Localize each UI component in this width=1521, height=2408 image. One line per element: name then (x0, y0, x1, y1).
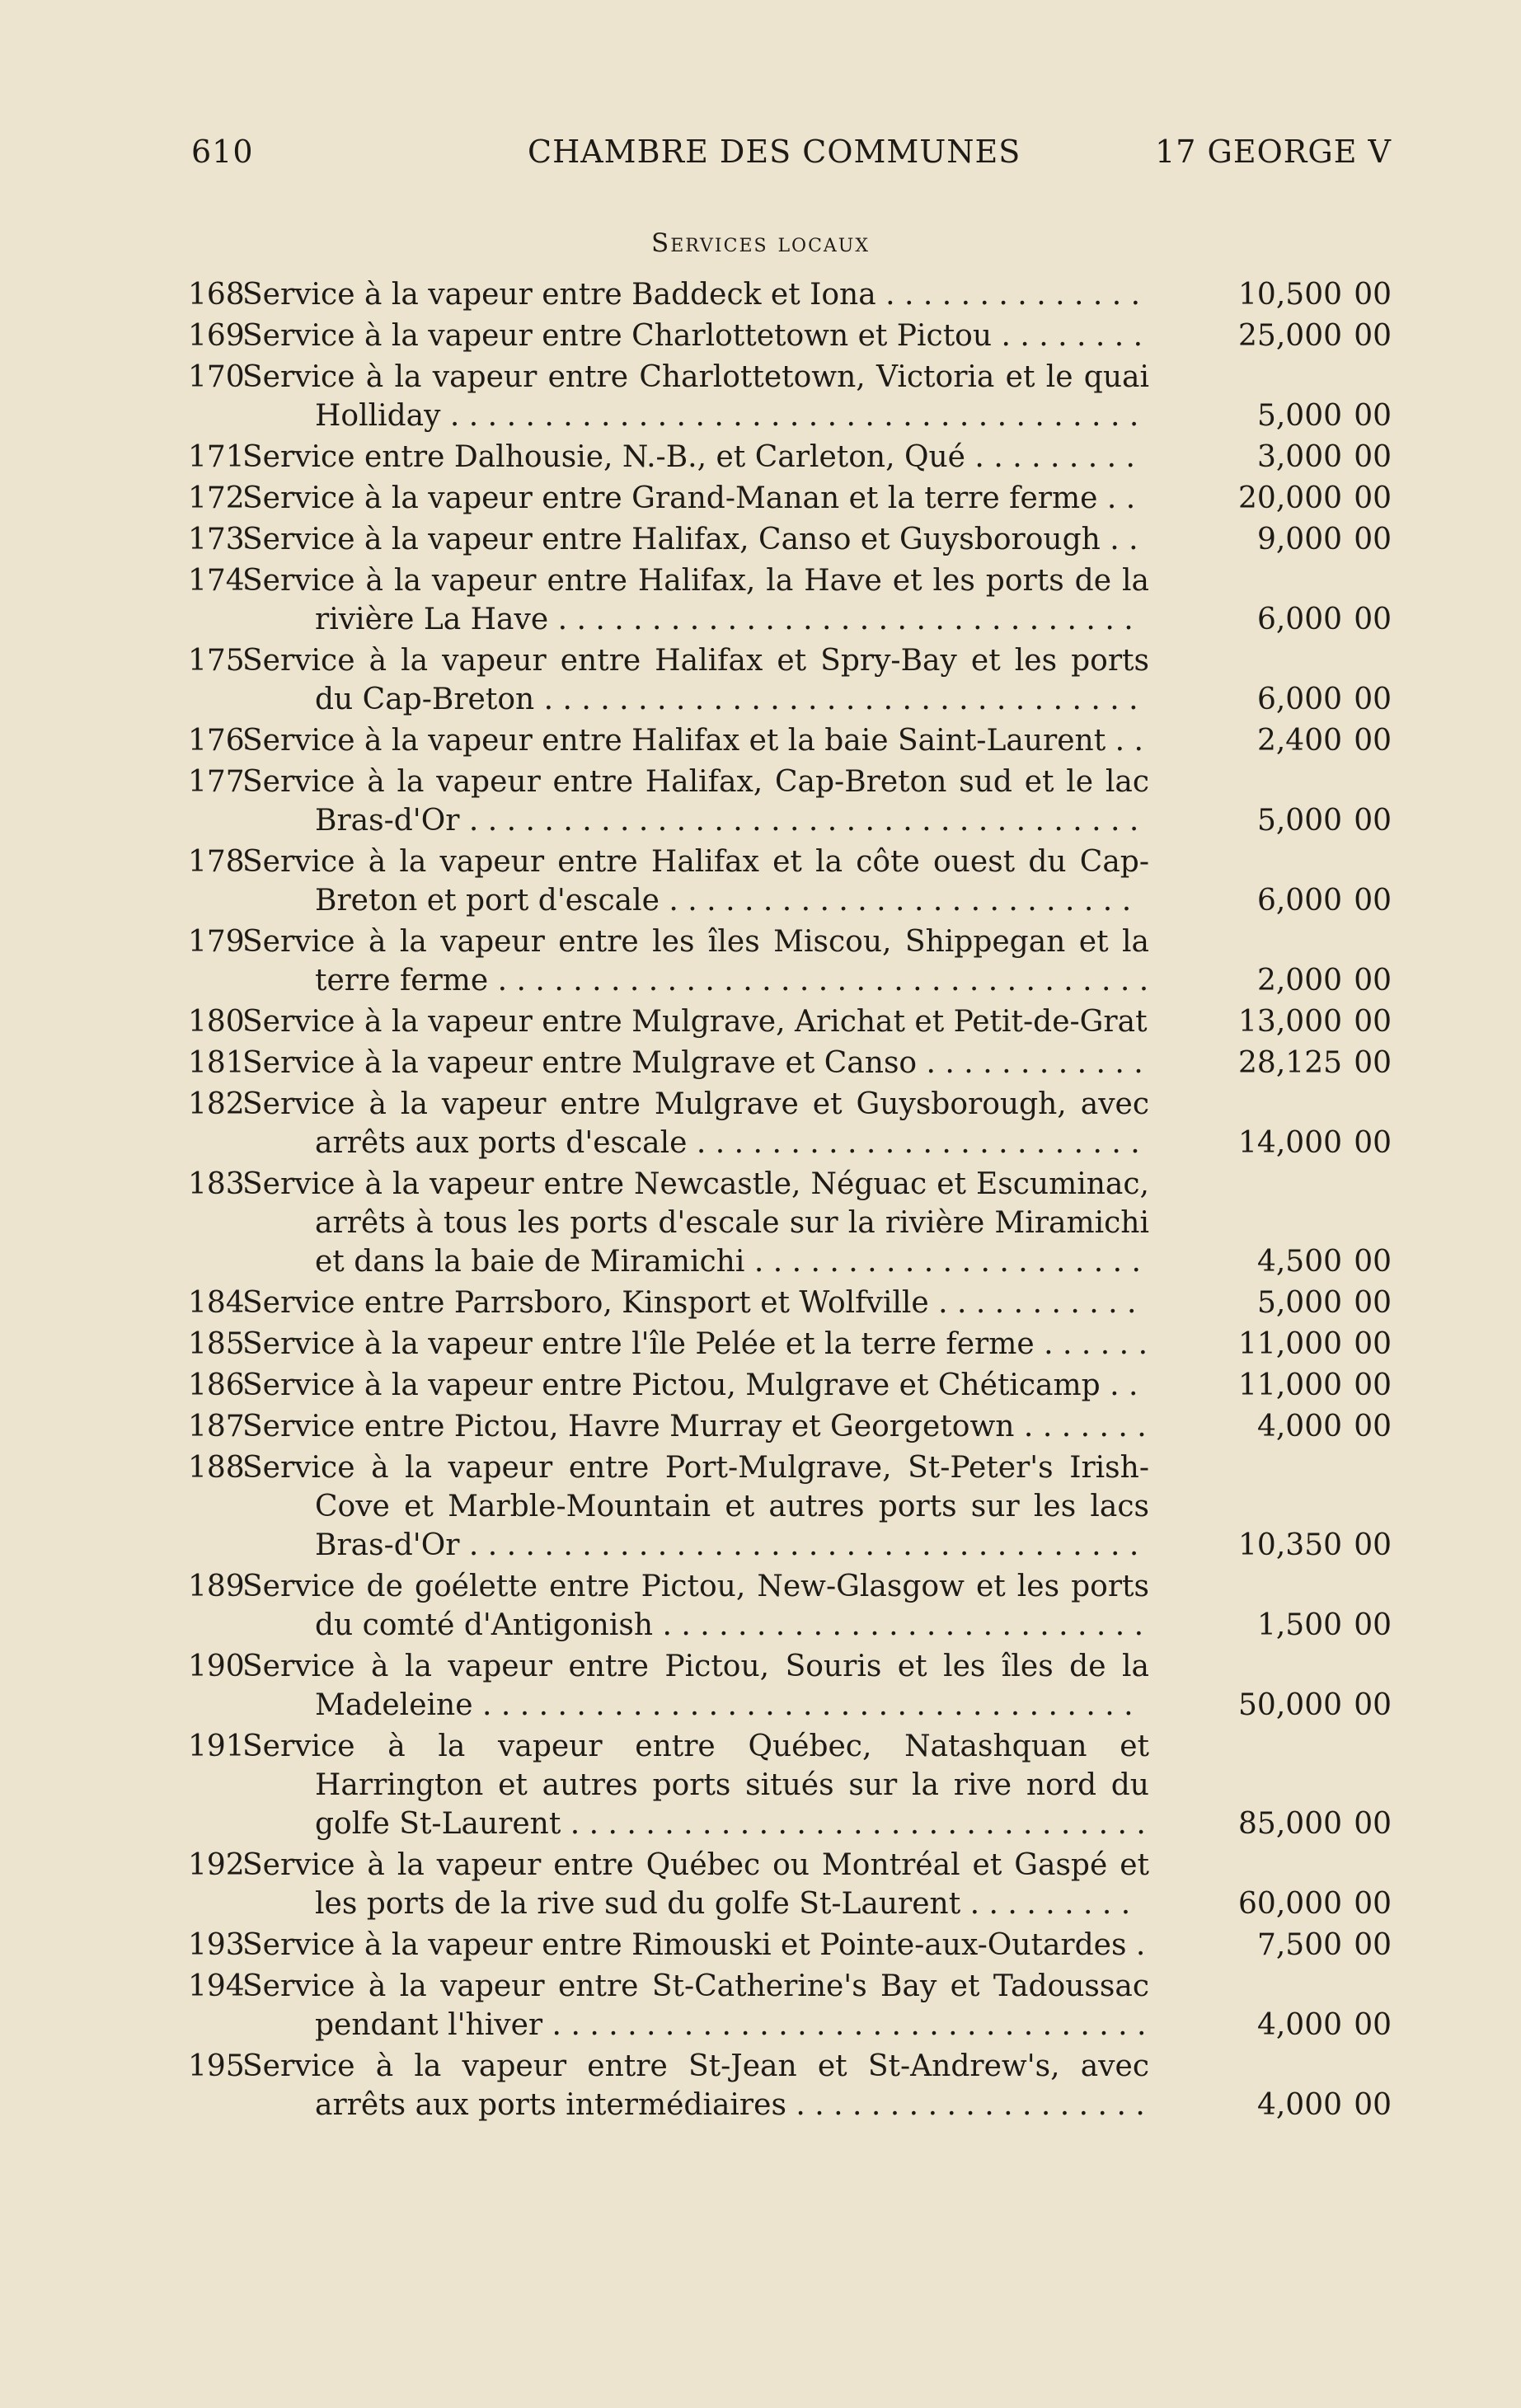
item-amount (1149, 1407, 1392, 1446)
dot-leader: . . (1100, 1368, 1138, 1402)
item-amount (1149, 2086, 1392, 2124)
item-amount (1149, 600, 1392, 639)
amount-dollars: 4,000 (1256, 2088, 1342, 2122)
item-amount (1149, 1526, 1392, 1565)
item-amount (1149, 1885, 1392, 1923)
dot-leader: . . . . . . . . . . . . . . . . . . . . . . . . . . . . . . . . . . . (472, 1688, 1134, 1722)
list-item (188, 479, 1392, 518)
item-number: 187 (188, 1410, 245, 1443)
amount-cents: 00 (1354, 1286, 1392, 1320)
list-item (188, 922, 1392, 1000)
item-number: 176 (188, 724, 245, 758)
item-text: Service à la vapeur entre Baddeck et Iona (242, 278, 876, 312)
amount-dollars: 85,000 (1238, 1807, 1342, 1841)
item-description (242, 520, 1149, 559)
list-item (188, 1002, 1392, 1041)
amount-cents: 00 (1354, 1410, 1392, 1443)
list-item (188, 317, 1392, 355)
amount-dollars: 2,000 (1256, 964, 1342, 997)
dot-leader: . . . . . . . . . . . . . . . . . . . . . . . . . . . . . . . . . . . (488, 964, 1149, 997)
list-item (188, 1567, 1392, 1645)
item-amount (1149, 317, 1392, 355)
amount-cents: 00 (1354, 964, 1392, 997)
item-text: Service à la vapeur entre St-Jean et St-Andrew's, avec arrêts aux ports intermédiaires (242, 2049, 1149, 2122)
amount-dollars: 3,000 (1256, 440, 1342, 474)
amount-cents: 00 (1354, 1928, 1392, 1962)
item-amount (1149, 961, 1392, 1000)
amount-cents: 00 (1354, 278, 1392, 312)
item-amount (1149, 1926, 1392, 1964)
dot-leader: . . . . . . . . . . . . . . . . . . . . . . . . . . . . . . . . . . . . . (440, 399, 1139, 433)
dot-leader: . . . . . . (1034, 1327, 1148, 1361)
dot-leader: . . . . . . . . . . . . . . . . . . . . . . . . . . . . . . . (548, 603, 1134, 636)
dot-leader: . . . . . . . . . . . . . . . . . . . . . . . . . . . . . . . (561, 1807, 1146, 1841)
item-amount (1149, 801, 1392, 840)
amount-cents: 00 (1354, 481, 1392, 515)
amount-dollars: 5,000 (1256, 1286, 1342, 1320)
list-item (188, 1407, 1392, 1446)
amount-dollars: 50,000 (1238, 1688, 1342, 1722)
item-text: Service à la vapeur entre les îles Miscou, Shippegan et la terre ferme (242, 925, 1149, 997)
item-text: Service à la vapeur entre Mulgrave, Arichat et Petit-de-Grat (242, 1005, 1148, 1039)
item-text: Service entre Dalhousie, N.-B., et Carleton, Qué (242, 440, 965, 474)
item-text: Service à la vapeur entre Halifax et Spry-Bay et les ports du Cap-Breton (242, 644, 1149, 716)
page-title: CHAMBRE DES COMMUNES (528, 134, 1021, 170)
dot-leader: . . . . . . . . . . . . . . . . . . . (786, 2088, 1145, 2122)
item-number: 180 (188, 1005, 245, 1039)
item-description (242, 1926, 1149, 1964)
list-item (188, 1085, 1392, 1162)
item-description (242, 1967, 1149, 2044)
item-text: Service à la vapeur entre St-Catherine's Bay et Tadoussac pendant l'hiver (242, 1969, 1149, 2042)
list-item (188, 1448, 1392, 1565)
item-description (242, 1727, 1149, 1843)
dot-leader: . . (1097, 481, 1136, 515)
list-item (188, 2047, 1392, 2124)
item-number: 177 (188, 765, 245, 799)
item-amount (1149, 721, 1392, 760)
page-header (191, 134, 1392, 180)
amount-cents: 00 (1354, 2008, 1392, 2042)
item-amount (1149, 397, 1392, 435)
item-text: Service à la vapeur entre Charlottetown et Pictou (242, 319, 993, 353)
list-item (188, 1647, 1392, 1725)
item-description (242, 1085, 1149, 1162)
page-number: 610 (191, 134, 254, 170)
item-text: Service à la vapeur entre Halifax, Cap-Breton sud et le lac Bras-d'Or (242, 765, 1149, 838)
list-item (188, 1284, 1392, 1322)
amount-dollars: 10,500 (1238, 278, 1342, 312)
item-amount (1149, 1284, 1392, 1322)
item-amount (1149, 1124, 1392, 1162)
amount-dollars: 4,000 (1256, 1410, 1342, 1443)
list-item (188, 1846, 1392, 1923)
list-item (188, 1165, 1392, 1281)
item-text: Service à la vapeur entre Halifax, la Have et les ports de la rivière La Have (242, 564, 1149, 636)
amount-cents: 00 (1354, 399, 1392, 433)
item-text: Service à la vapeur entre Charlottetown, Victoria et le quai Holliday (242, 360, 1149, 433)
list-item (188, 1967, 1392, 2044)
amount-cents: 00 (1354, 1368, 1392, 1402)
dot-leader: . . . . . . . . . . . . . . . . . . . . . . . . . . . . . . . . (542, 2008, 1147, 2042)
dot-leader: . . . . . . . . . . . . . . . . . . . . . . . . . . . . . . . . . . . . (459, 804, 1139, 838)
dot-leader: . . . . . . . . . . . . . . . . . . . . . . . . . . . . . . . . . . . . (459, 1528, 1139, 1562)
item-number: 185 (188, 1327, 245, 1361)
amount-cents: 00 (1354, 1327, 1392, 1361)
item-description (242, 1284, 1149, 1322)
amount-dollars: 10,350 (1238, 1528, 1342, 1562)
item-description (242, 1567, 1149, 1645)
item-number: 171 (188, 440, 245, 474)
item-number: 189 (188, 1570, 245, 1603)
amount-dollars: 4,500 (1256, 1245, 1342, 1279)
amount-cents: 00 (1354, 1807, 1392, 1841)
item-amount (1149, 1686, 1392, 1725)
dot-leader: . . . . . . . . . . . . (917, 1046, 1143, 1080)
item-description (242, 763, 1149, 840)
appropriation-list (188, 275, 1392, 2127)
amount-cents: 00 (1354, 683, 1392, 716)
item-description (242, 275, 1149, 314)
amount-dollars: 14,000 (1238, 1126, 1342, 1160)
item-description (242, 2047, 1149, 2124)
item-number: 170 (188, 360, 245, 394)
item-number: 183 (188, 1167, 245, 1201)
dot-leader: . . . . . . . . . (960, 1887, 1131, 1921)
amount-dollars: 9,000 (1256, 523, 1342, 556)
dot-leader: . . . . . . . . . . . . . . . . . . . . . . . . (687, 1126, 1140, 1160)
amount-dollars: 5,000 (1256, 804, 1342, 838)
amount-dollars: 2,400 (1256, 724, 1342, 758)
item-number: 181 (188, 1046, 245, 1080)
amount-dollars: 11,000 (1238, 1327, 1342, 1361)
amount-dollars: 20,000 (1238, 481, 1342, 515)
item-amount (1149, 438, 1392, 476)
item-number: 186 (188, 1368, 245, 1402)
amount-dollars: 60,000 (1238, 1887, 1342, 1921)
item-text: Service entre Parrsboro, Kinsport et Wolfville (242, 1286, 929, 1320)
amount-cents: 00 (1354, 804, 1392, 838)
item-amount (1149, 479, 1392, 518)
item-number: 195 (188, 2049, 245, 2083)
amount-cents: 00 (1354, 1046, 1392, 1080)
item-number: 182 (188, 1087, 245, 1121)
item-number: 174 (188, 564, 245, 598)
dot-leader: . (1126, 1928, 1146, 1962)
item-text: Service à la vapeur entre Mulgrave et Canso (242, 1046, 918, 1080)
item-number: 179 (188, 925, 245, 959)
list-item (188, 641, 1392, 719)
item-description (242, 1325, 1149, 1364)
item-amount (1149, 275, 1392, 314)
amount-cents: 00 (1354, 2088, 1392, 2122)
amount-dollars: 6,000 (1256, 683, 1342, 716)
item-text: Service à la vapeur entre l'île Pelée et la terre ferme (242, 1327, 1035, 1361)
item-text: Service à la vapeur entre Mulgrave et Guysborough, avec arrêts aux ports d'escale (242, 1087, 1149, 1160)
item-number: 188 (188, 1451, 245, 1485)
item-number: 178 (188, 845, 245, 879)
item-description (242, 721, 1149, 760)
item-amount (1149, 1002, 1392, 1041)
amount-cents: 00 (1354, 1245, 1392, 1279)
list-item (188, 1366, 1392, 1405)
list-item (188, 1325, 1392, 1364)
list-item (188, 275, 1392, 314)
item-description (242, 1366, 1149, 1405)
item-amount (1149, 2006, 1392, 2044)
item-number: 175 (188, 644, 245, 678)
dot-leader: . . (1100, 523, 1138, 556)
amount-cents: 00 (1354, 724, 1392, 758)
item-number: 168 (188, 278, 245, 312)
amount-cents: 00 (1354, 1126, 1392, 1160)
item-number: 194 (188, 1969, 245, 2003)
item-description (242, 922, 1149, 1000)
amount-dollars: 13,000 (1238, 1005, 1342, 1039)
item-description (242, 438, 1149, 476)
amount-cents: 00 (1354, 1528, 1392, 1562)
amount-cents: 00 (1354, 603, 1392, 636)
item-text: Service à la vapeur entre Halifax et la côte ouest du Cap-Breton et port d'escale (242, 845, 1149, 918)
dot-leader: . . . . . . . . . . . . . . . . . . . . . . . . . . . . . . . . (534, 683, 1138, 716)
amount-dollars: 6,000 (1256, 884, 1342, 918)
list-item (188, 1727, 1392, 1843)
item-amount (1149, 1805, 1392, 1843)
item-text: Service à la vapeur entre Halifax, Canso et Guysborough (242, 523, 1101, 556)
dot-leader: . . . . . . . . . . . . . . . . . . . . . . . . . . (653, 1608, 1144, 1642)
amount-dollars: 28,125 (1238, 1046, 1342, 1080)
item-description (242, 641, 1149, 719)
item-text: Service à la vapeur entre Québec, Natashquan et Harrington et autres ports situés sur la rive nord du golfe St-Laurent (242, 1730, 1149, 1841)
item-text: Service à la vapeur entre Grand-Manan et la terre ferme (242, 481, 1098, 515)
amount-cents: 00 (1354, 1608, 1392, 1642)
item-description (242, 1002, 1149, 1041)
dot-leader: . . . . . . . . . . . (928, 1286, 1137, 1320)
list-item (188, 1044, 1392, 1082)
item-description (242, 1647, 1149, 1725)
amount-cents: 00 (1354, 1688, 1392, 1722)
amount-dollars: 4,000 (1256, 2008, 1342, 2042)
list-item (188, 520, 1392, 559)
item-text: Service à la vapeur entre Québec ou Montréal et Gaspé et les ports de la rive sud du golfe St-Laurent (242, 1848, 1149, 1921)
amount-cents: 00 (1354, 523, 1392, 556)
item-description (242, 1448, 1149, 1565)
item-text: Service à la vapeur entre Halifax et la baie Saint-Laurent (242, 724, 1106, 758)
item-text: Service de goélette entre Pictou, New-Glasgow et les ports du comté d'Antigonish (242, 1570, 1149, 1642)
item-description (242, 479, 1149, 518)
item-amount (1149, 1325, 1392, 1364)
item-text: Service à la vapeur entre Rimouski et Pointe-aux-Outardes (242, 1928, 1127, 1962)
item-number: 193 (188, 1928, 245, 1962)
list-item (188, 1926, 1392, 1964)
amount-dollars: 11,000 (1238, 1368, 1342, 1402)
item-amount (1149, 881, 1392, 920)
amount-cents: 00 (1354, 440, 1392, 474)
item-amount (1149, 1606, 1392, 1645)
item-number: 173 (188, 523, 245, 556)
list-item (188, 438, 1392, 476)
dot-leader: . . . . . . . . (992, 319, 1143, 353)
item-text: Service entre Pictou, Havre Murray et Georgetown (242, 1410, 1015, 1443)
item-number: 184 (188, 1286, 245, 1320)
amount-dollars: 5,000 (1256, 399, 1342, 433)
item-text: Service à la vapeur entre Pictou, Souris et les îles de la Madeleine (242, 1650, 1149, 1722)
item-number: 172 (188, 481, 245, 515)
item-number: 192 (188, 1848, 245, 1882)
amount-dollars: 1,500 (1256, 1608, 1342, 1642)
item-description (242, 358, 1149, 435)
item-text: Service à la vapeur entre Port-Mulgrave, St-Peter's Irish-Cove et Marble-Mountain et autres ports sur les lacs Bras-d'Or (242, 1451, 1149, 1562)
item-description (242, 1407, 1149, 1446)
item-number: 190 (188, 1650, 245, 1683)
item-description (242, 1165, 1149, 1281)
dot-leader: . . . . . . . . . . . . . . . . . . . . . . . . . (659, 884, 1132, 918)
amount-cents: 00 (1354, 319, 1392, 353)
item-number: 169 (188, 319, 245, 353)
regnal-year: 17 GEORGE V (1155, 134, 1392, 170)
dot-leader: . . . . . . . . . . . . . . . . . . . . . (744, 1245, 1141, 1279)
item-text: Service à la vapeur entre Pictou, Mulgrave et Chéticamp (242, 1368, 1101, 1402)
item-amount (1149, 520, 1392, 559)
amount-dollars: 25,000 (1238, 319, 1342, 353)
dot-leader: . . . . . . . (1014, 1410, 1147, 1443)
item-number: 191 (188, 1730, 245, 1763)
list-item (188, 843, 1392, 920)
item-amount (1149, 1044, 1392, 1082)
list-item (188, 561, 1392, 639)
item-description (242, 317, 1149, 355)
item-description (242, 1044, 1149, 1082)
dot-leader: . . (1106, 724, 1143, 758)
item-text: Service à la vapeur entre Newcastle, Néguac et Escuminac, arrêts à tous les ports d'escale sur la rivière Miramichi et dans la baie de Miramichi (242, 1167, 1149, 1279)
amount-cents: 00 (1354, 884, 1392, 918)
item-amount (1149, 1366, 1392, 1405)
item-amount (1149, 680, 1392, 719)
list-item (188, 763, 1392, 840)
section-title: Services locaux (650, 228, 871, 258)
item-description (242, 843, 1149, 920)
dot-leader: . . . . . . . . . . . . . . (876, 278, 1141, 312)
item-amount (1149, 1242, 1392, 1281)
dot-leader: . . . . . . . . . (965, 440, 1135, 474)
amount-dollars: 7,500 (1256, 1928, 1342, 1962)
list-item (188, 358, 1392, 435)
list-item (188, 721, 1392, 760)
item-description (242, 561, 1149, 639)
amount-cents: 00 (1354, 1887, 1392, 1921)
amount-dollars: 6,000 (1256, 603, 1342, 636)
amount-cents: 00 (1354, 1005, 1392, 1039)
item-description (242, 1846, 1149, 1923)
